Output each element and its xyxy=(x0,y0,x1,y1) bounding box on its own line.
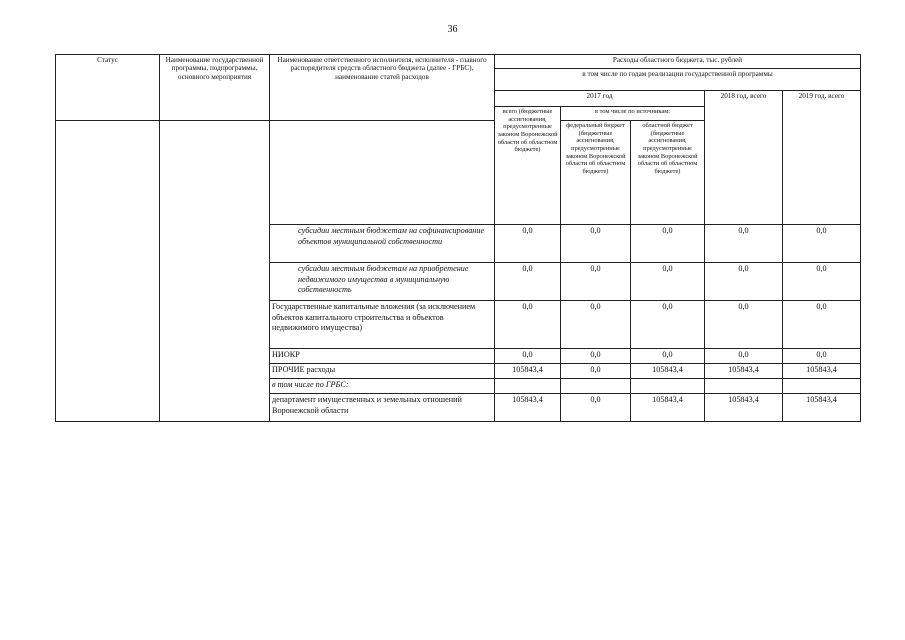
header-expenses: Расходы областного бюджета, тыс. рублей xyxy=(495,55,861,69)
row-total: 105843,4 xyxy=(495,394,561,422)
status-cell xyxy=(56,121,160,225)
header-program-name: Наименование государственной программы, подпрограммы, основного мероприятия xyxy=(160,55,270,121)
row-2018: 0,0 xyxy=(705,349,783,364)
row-2019: 105843,4 xyxy=(783,394,861,422)
row-regional xyxy=(631,379,705,394)
header-total: всего (бюджетные ассигнования, предусмотренные законом Воронежской области об областном бюджете) xyxy=(495,107,561,225)
row-federal: 0,0 xyxy=(561,394,631,422)
row-regional: 0,0 xyxy=(631,301,705,349)
row-2018 xyxy=(705,379,783,394)
row-total: 0,0 xyxy=(495,301,561,349)
row-total: 0,0 xyxy=(495,263,561,301)
row-2018: 105843,4 xyxy=(705,364,783,379)
row-federal: 0,0 xyxy=(561,225,631,263)
row-federal xyxy=(561,379,631,394)
row-name: департамент имущественных и земельных отношений Воронежской области xyxy=(270,394,495,422)
row-total xyxy=(495,379,561,394)
row-2018: 105843,4 xyxy=(705,394,783,422)
row-name: ПРОЧИЕ расходы xyxy=(270,364,495,379)
expenses-table xyxy=(55,54,861,422)
executor-header-continuation xyxy=(270,121,495,225)
row-2019 xyxy=(783,379,861,394)
row-name: Государственные капитальные вложения (за исключением объектов капитального строительства и объектов недвижимого имущества) xyxy=(270,301,495,349)
row-federal: 0,0 xyxy=(561,364,631,379)
row-name: НИОКР xyxy=(270,349,495,364)
header-year-2019: 2019 год, всего xyxy=(783,91,861,225)
row-regional: 0,0 xyxy=(631,349,705,364)
row-total: 0,0 xyxy=(495,349,561,364)
row-federal: 0,0 xyxy=(561,263,631,301)
row-regional: 0,0 xyxy=(631,263,705,301)
header-executor: Наименование ответственного исполнителя, исполнителя - главного распорядителя средств областного бюджета (далее - ГРБС), наименование статей расходов xyxy=(270,55,495,121)
row-name: в том числе по ГРБС: xyxy=(270,379,495,394)
header-regional: областной бюджет (бюджетные ассигнования, предусмотренные законом Воронежской области об областном бюджете) xyxy=(631,121,705,225)
row-2018: 0,0 xyxy=(705,301,783,349)
row-2019: 0,0 xyxy=(783,225,861,263)
header-status: Статус xyxy=(56,55,160,121)
program-name-cell xyxy=(160,121,270,225)
header-year-2017: 2017 год xyxy=(495,91,705,107)
header-by-years: в том числе по годам реализации государственной программы xyxy=(495,69,861,91)
row-total: 105843,4 xyxy=(495,364,561,379)
row-2018: 0,0 xyxy=(705,225,783,263)
row-2019: 0,0 xyxy=(783,349,861,364)
header-federal: федеральный бюджет (бюджетные ассигнования, предусмотренные законом Воронежской области об областном бюджете) xyxy=(561,121,631,225)
row-regional: 0,0 xyxy=(631,225,705,263)
row-2018: 0,0 xyxy=(705,263,783,301)
status-body-cell xyxy=(56,225,160,422)
row-name: субсидии местным бюджетам на софинансирование объектов муниципальной собственности xyxy=(270,225,495,263)
table-row xyxy=(56,225,861,263)
row-federal: 0,0 xyxy=(561,349,631,364)
row-federal: 0,0 xyxy=(561,301,631,349)
header-year-2018: 2018 год, всего xyxy=(705,91,783,225)
row-2019: 0,0 xyxy=(783,301,861,349)
header-incl-sources: в том числе по источникам: xyxy=(561,107,705,121)
row-regional: 105843,4 xyxy=(631,394,705,422)
row-2019: 105843,4 xyxy=(783,364,861,379)
row-total: 0,0 xyxy=(495,225,561,263)
row-name: субсидии местным бюджетам на приобретение недвижимого имущества в муниципальную собственность xyxy=(270,263,495,301)
page-number: 36 xyxy=(447,24,458,35)
row-regional: 105843,4 xyxy=(631,364,705,379)
row-2019: 0,0 xyxy=(783,263,861,301)
program-body-cell xyxy=(160,225,270,422)
